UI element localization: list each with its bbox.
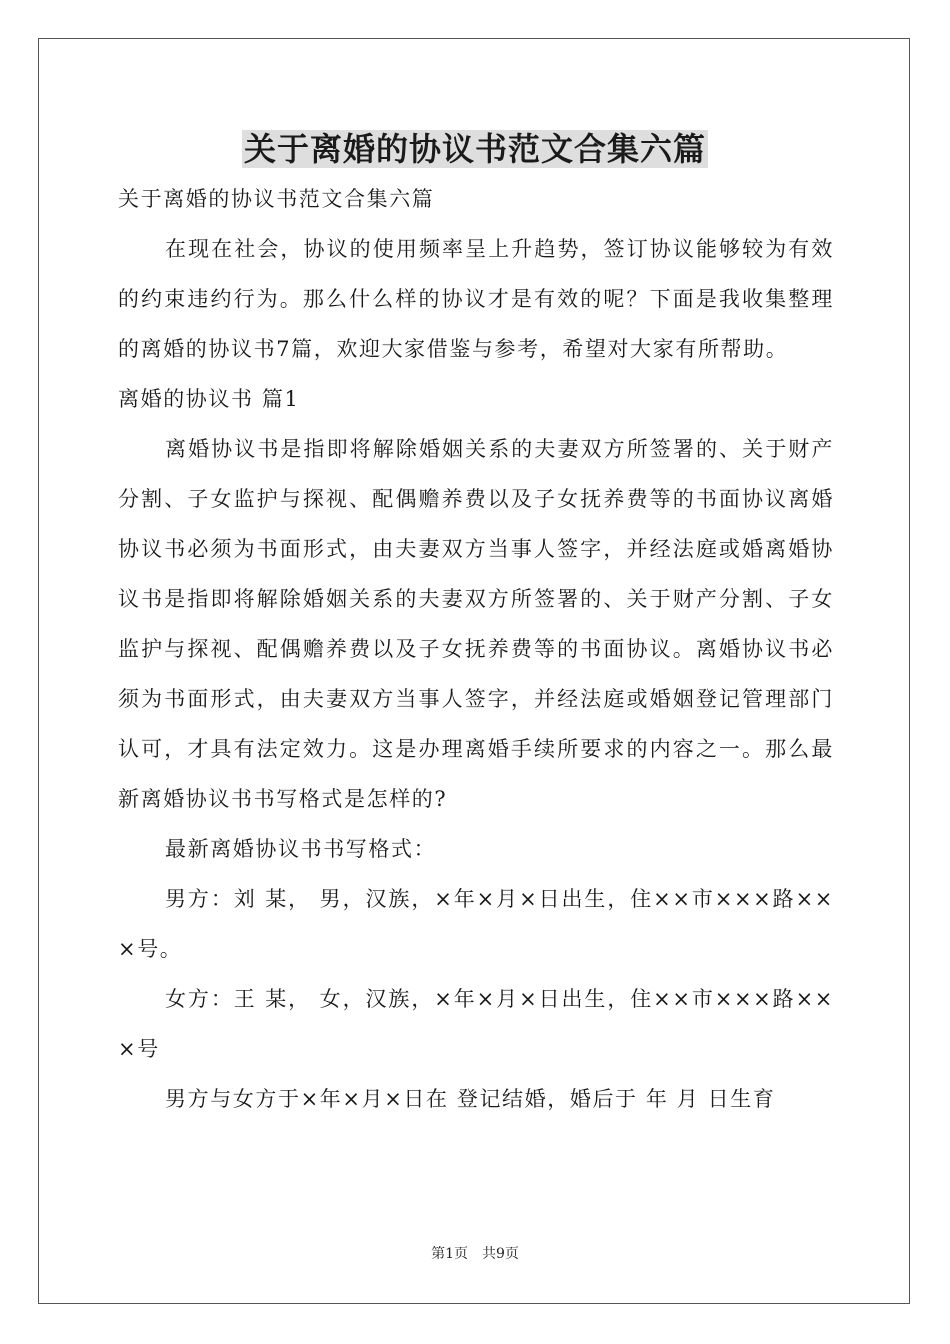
document-body <box>118 174 834 1124</box>
document-title <box>0 124 950 174</box>
format-heading-paragraph: 最新离婚协议书书写格式： <box>165 837 437 861</box>
document-title-text: 关于离婚的协议书范文合集六篇 <box>243 130 706 168</box>
marriage-info-paragraph: 男方与女方于×年×月×日在 登记结婚，婚后于 年 月 日生育 <box>165 1087 776 1111</box>
female-party-paragraph: 女方：王 某， 女，汉族，×年×月×日出生，住××市×××路×××号 <box>118 987 834 1061</box>
page-total: 共9页 <box>482 1246 519 1262</box>
section-heading: 离婚的协议书 篇1 <box>118 387 300 411</box>
page-number: 第1页 <box>431 1246 468 1262</box>
body-paragraph: 离婚协议书是指即将解除婚姻关系的夫妻双方所签署的、关于财产分割、子女监护与探视、配偶赡养费以及子女抚养费等的书面协议离婚协议书必须为书面形式，由夫妻双方当事人签字，并经法庭或婚离婚协议书是指即将解除婚姻关系的夫妻双方所签署的、关于财产分割、子女监护与探视、配偶赡养费以及子女抚养费等的书面协议。离婚协议书必须为书面形式，由夫妻双方当事人签字，并经法庭或婚姻登记管理部门认可，才具有法定效力。这是办理离婚手续所要求的内容之一。那么最新离婚协议书书写格式是怎样的? <box>118 437 834 811</box>
page-footer <box>0 1244 950 1264</box>
subtitle-paragraph: 关于离婚的协议书范文合集六篇 <box>118 187 435 211</box>
male-party-paragraph: 男方：刘 某， 男，汉族，×年×月×日出生，住××市×××路×××号。 <box>118 887 834 961</box>
intro-paragraph: 在现在社会，协议的使用频率呈上升趋势，签订协议能够较为有效的约束违约行为。那么什么样的协议才是有效的呢？下面是我收集整理的离婚的协议书7篇，欢迎大家借鉴与参考，希望对大家有所帮助。 <box>118 237 834 361</box>
